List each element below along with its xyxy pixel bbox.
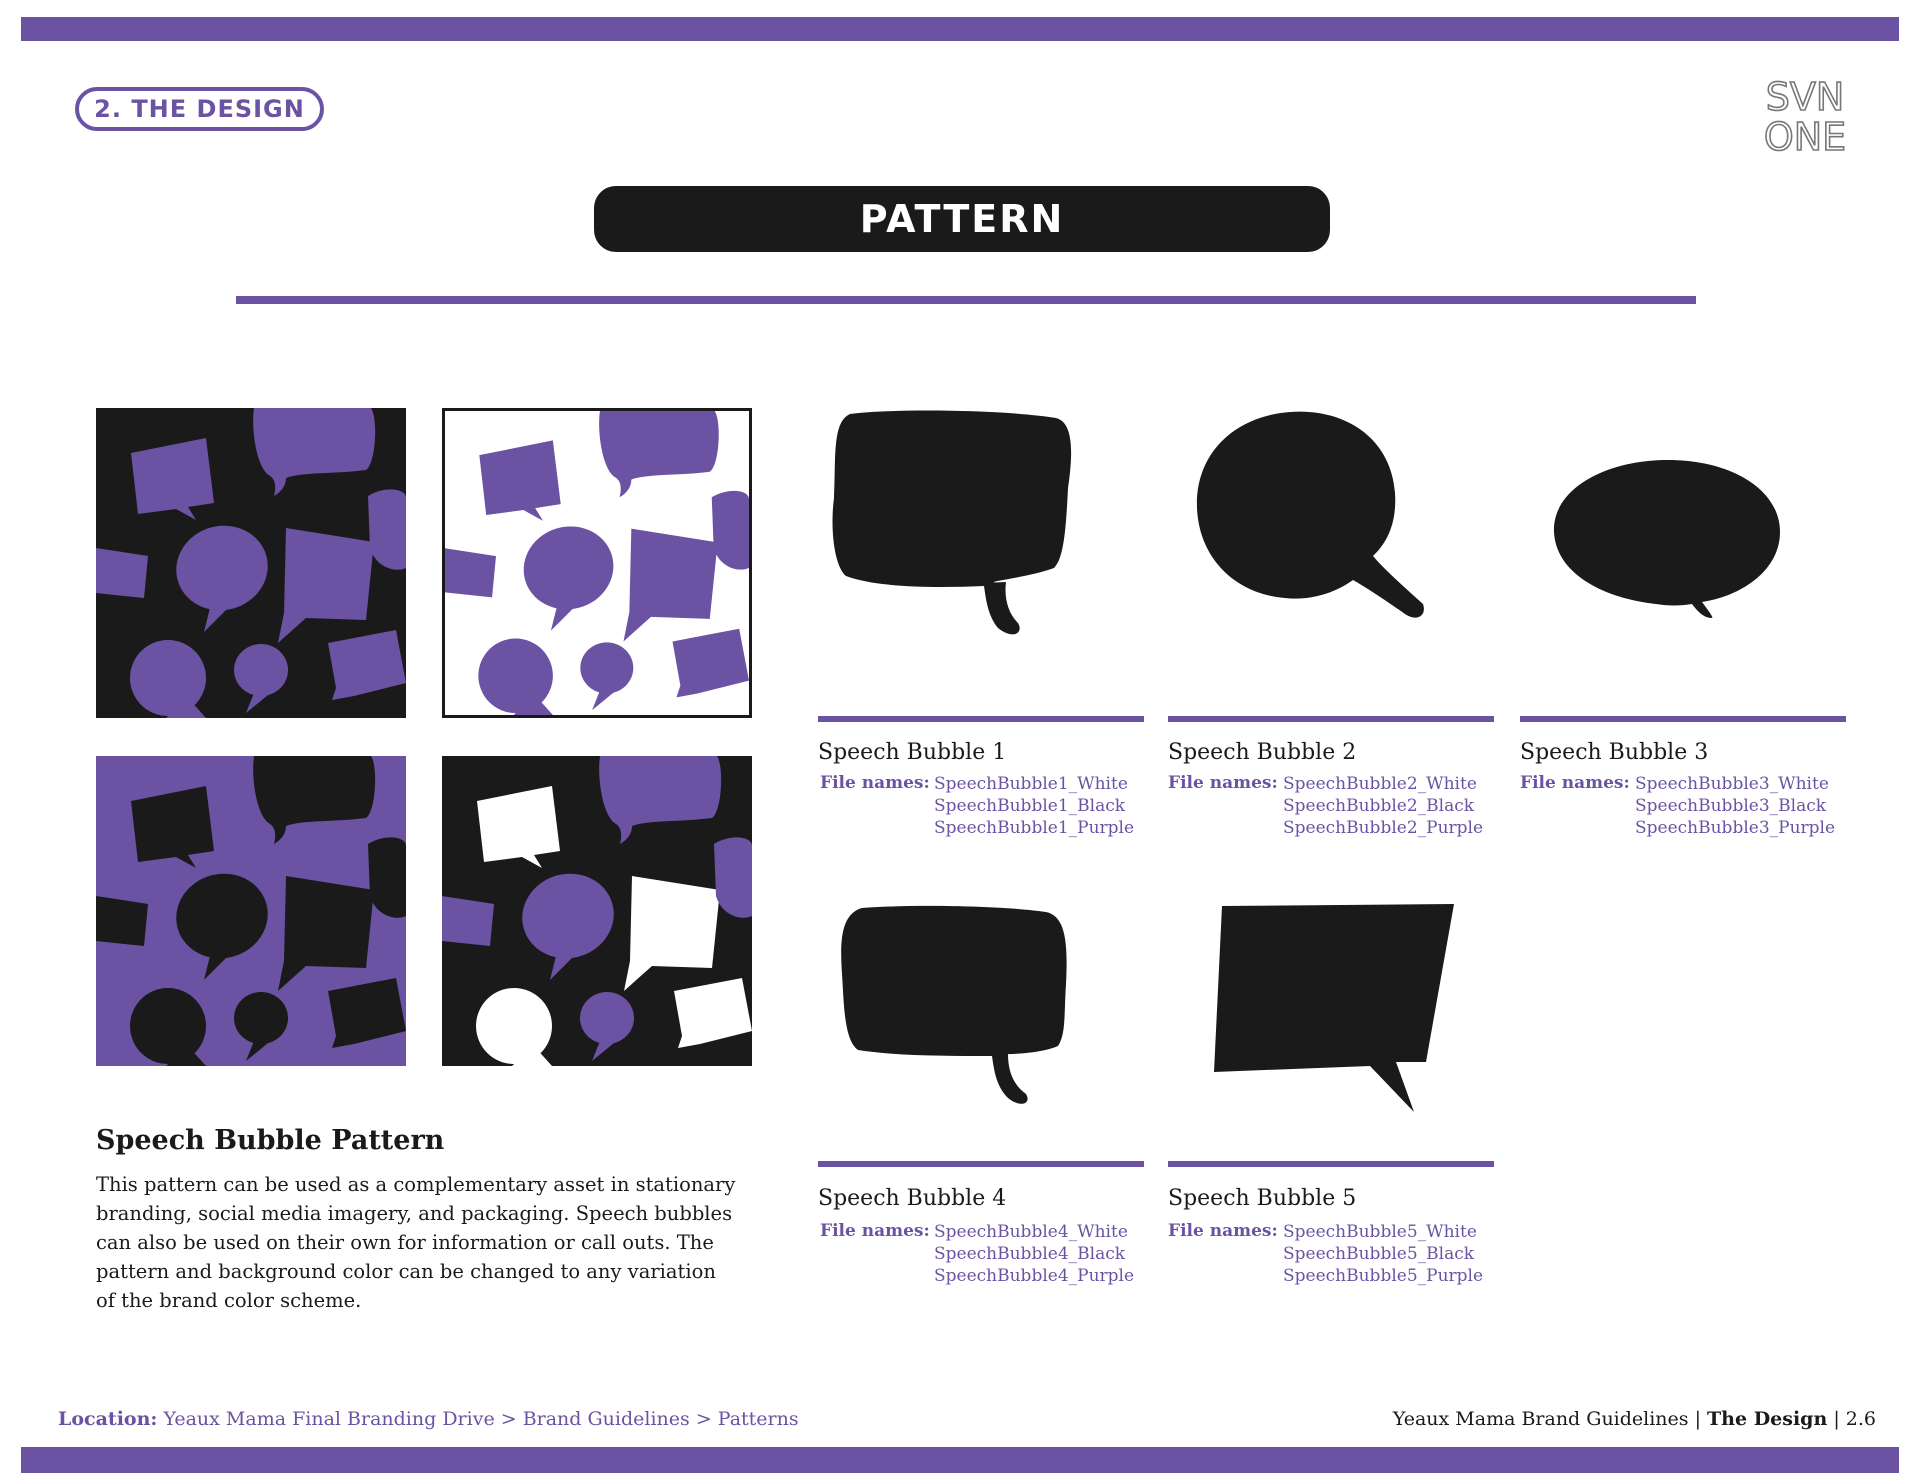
speech-bubble-5-file-black: SpeechBubble5_Black bbox=[1283, 1244, 1475, 1264]
speech-bubble-5-rule bbox=[1168, 1161, 1494, 1167]
speech-bubble-1-files-label: File names: bbox=[820, 773, 930, 793]
speech-bubble-4-rule bbox=[818, 1161, 1144, 1167]
brand-logo bbox=[1760, 74, 1850, 154]
pattern-swatch-purple-bg bbox=[96, 756, 406, 1066]
logo-line2: ONE bbox=[1763, 115, 1847, 154]
speech-bubble-3-file-purple: SpeechBubble3_Purple bbox=[1635, 818, 1836, 838]
speech-bubble-4-graphic bbox=[836, 904, 1072, 1109]
speech-bubble-1-file-purple: SpeechBubble1_Purple bbox=[934, 818, 1135, 838]
speech-bubble-1-file-white: SpeechBubble1_White bbox=[934, 774, 1128, 794]
footer-location-path: Yeaux Mama Final Branding Drive > Brand Guidelines > Patterns bbox=[163, 1408, 799, 1430]
speech-bubble-4-name: Speech Bubble 4 bbox=[818, 1186, 1007, 1211]
page-title: PATTERN bbox=[594, 186, 1330, 252]
speech-bubble-4-files-label: File names: bbox=[820, 1221, 930, 1241]
section-label: 2. THE DESIGN bbox=[75, 87, 324, 131]
speech-bubble-5-file-purple: SpeechBubble5_Purple bbox=[1283, 1266, 1484, 1286]
speech-bubble-5-name: Speech Bubble 5 bbox=[1168, 1186, 1357, 1211]
top-border-bar bbox=[21, 17, 1899, 41]
pattern-section-title: Speech Bubble Pattern bbox=[96, 1125, 445, 1156]
pattern-section-description: This pattern can be used as a complementary asset in stationary branding, social media imagery, and packaging. Speech bubbles can also be used on their own for information or call outs. The pattern and background color can be changed to any variation of the brand color scheme. bbox=[96, 1173, 736, 1312]
speech-bubble-5-graphic bbox=[1212, 902, 1456, 1118]
speech-bubble-3-name: Speech Bubble 3 bbox=[1520, 740, 1709, 765]
footer-page-number: 2.6 bbox=[1845, 1408, 1876, 1430]
speech-bubble-2-rule bbox=[1168, 716, 1494, 722]
bottom-border-bar bbox=[21, 1447, 1899, 1473]
speech-bubble-5-file-white: SpeechBubble5_White bbox=[1283, 1222, 1477, 1242]
pattern-swatch-black-bg-white bbox=[442, 756, 752, 1066]
speech-bubble-4-file-black: SpeechBubble4_Black bbox=[934, 1244, 1126, 1264]
pattern-swatch-white-bg bbox=[442, 408, 752, 718]
speech-bubble-1-graphic bbox=[828, 408, 1078, 643]
footer-separator-1: | bbox=[1694, 1408, 1701, 1430]
logo-line1: SVN bbox=[1765, 75, 1845, 119]
footer-location-label: Location: bbox=[58, 1408, 158, 1430]
footer-separator-2: | bbox=[1833, 1408, 1840, 1430]
speech-bubble-2-file-black: SpeechBubble2_Black bbox=[1283, 796, 1475, 816]
speech-bubble-2-file-purple: SpeechBubble2_Purple bbox=[1283, 818, 1484, 838]
footer-location bbox=[58, 1408, 799, 1430]
footer-doc-title: Yeaux Mama Brand Guidelines bbox=[1392, 1408, 1689, 1430]
footer-page-info bbox=[1393, 1408, 1876, 1430]
speech-bubble-2-file-white: SpeechBubble2_White bbox=[1283, 774, 1477, 794]
footer-section: The Design bbox=[1707, 1408, 1828, 1430]
speech-bubble-1-file-black: SpeechBubble1_Black bbox=[934, 796, 1126, 816]
speech-bubble-1-rule bbox=[818, 716, 1144, 722]
speech-bubble-3-file-white: SpeechBubble3_White bbox=[1635, 774, 1829, 794]
speech-bubble-3-graphic bbox=[1552, 458, 1784, 618]
speech-bubble-2-files-label: File names: bbox=[1168, 773, 1278, 793]
speech-bubble-3-rule bbox=[1520, 716, 1846, 722]
speech-bubble-1-name: Speech Bubble 1 bbox=[818, 740, 1007, 765]
speech-bubble-5-files-label: File names: bbox=[1168, 1221, 1278, 1241]
speech-bubble-3-files-label: File names: bbox=[1520, 773, 1630, 793]
pattern-swatch-black-bg bbox=[96, 408, 406, 718]
speech-bubble-3-file-black: SpeechBubble3_Black bbox=[1635, 796, 1827, 816]
title-underline bbox=[236, 296, 1696, 304]
speech-bubble-4-file-purple: SpeechBubble4_Purple bbox=[934, 1266, 1135, 1286]
speech-bubble-2-name: Speech Bubble 2 bbox=[1168, 740, 1357, 765]
speech-bubble-4-file-white: SpeechBubble4_White bbox=[934, 1222, 1128, 1242]
speech-bubble-2-graphic bbox=[1195, 408, 1435, 628]
